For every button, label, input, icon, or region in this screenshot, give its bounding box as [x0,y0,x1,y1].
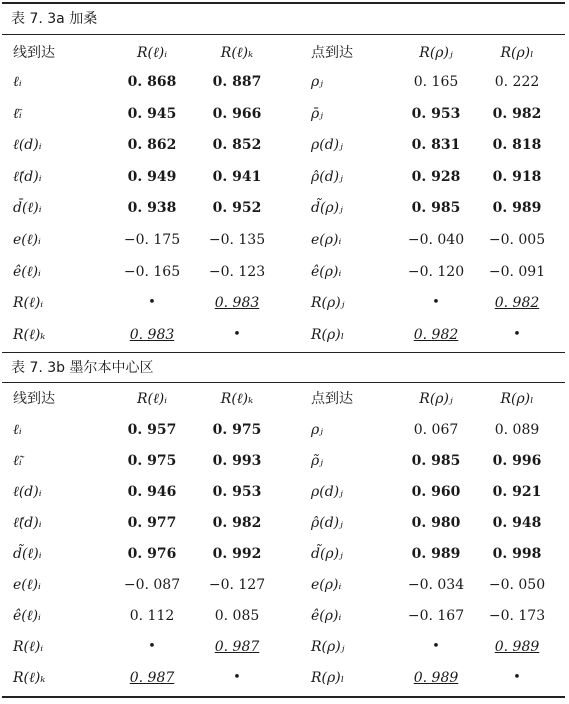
row-label-line: R(ℓ)ᵢ [13,639,44,655]
table-cell: 0. 945 [127,105,177,122]
table-cell: 0. 938 [127,200,177,217]
table-cell: 0. 983 [129,326,175,343]
table-row [0,539,569,569]
table-cell: 0. 222 [494,74,540,90]
table-row [0,130,569,160]
self-marker: • [233,670,241,685]
table-cell: −0. 165 [123,263,181,280]
table-cell: 0. 918 [492,168,542,185]
table-cell: −0. 173 [488,608,546,624]
table-cell: 0. 818 [492,137,542,154]
table-cell: 0. 985 [411,200,461,217]
table-cell: 0. 987 [129,670,175,686]
row-label-point: R(ρ)ₗ [311,326,345,343]
row-label-point: ê(ρ)ᵢ [311,263,342,280]
row-label-point: ρ̃ⱼ [311,453,323,469]
table-row [0,632,569,662]
table-cell: 0. 089 [494,422,540,438]
table-row [0,67,569,97]
table-cell: −0. 005 [488,232,546,248]
table-a-header-col2: R(ℓ)ₖ [220,45,254,61]
table-cell: 0. 982 [413,326,459,343]
table-cell: −0. 091 [488,263,546,280]
table-cell: 0. 953 [212,484,262,500]
table-a-header-row [0,38,569,68]
row-label-line: R(ℓ)ₖ [13,326,46,343]
row-label-line: ℓ̂(d)ᵢ [13,168,42,185]
row-label-line: ê(ℓ)ᵢ [13,608,41,624]
table-cell: 0. 957 [127,422,177,438]
self-marker: • [513,670,521,685]
table-a-caption: 表 7. 3a 加桑 [11,11,98,27]
row-label-point: ρⱼ [311,422,323,438]
row-label-line: ℓ̂(d)ᵢ [13,515,42,531]
table-cell: 0. 989 [492,200,542,217]
row-label-point: d̃(ρ)ⱼ [311,200,343,217]
table-a-header-col1: R(ℓ)ᵢ [136,45,168,61]
row-label-line: ℓᵢ [13,422,22,438]
table-cell: 0. 112 [129,608,175,624]
self-marker: • [432,639,440,654]
table-a-top-rule [2,2,565,4]
table-cell: 0. 992 [212,546,262,562]
table-cell: 0. 953 [411,105,461,122]
table-b-header-col1: R(ℓ)ᵢ [136,391,168,407]
table-b-header-col5: R(ρ)ₗ [500,391,534,407]
row-label-line: e(ℓ)ᵢ [13,232,41,248]
self-marker: • [233,326,241,342]
table-row [0,193,569,223]
table-cell: −0. 120 [407,263,465,280]
table-cell: 0. 982 [212,515,262,531]
row-label-line: d̄(ℓ)ᵢ [13,200,42,217]
row-label-point: d̃(ρ)ⱼ [311,546,343,562]
table-a-header-line-arrival: 线到达 [13,45,55,61]
table-cell: 0. 989 [413,670,459,686]
table-cell: 0. 067 [413,422,459,438]
table-cell: 0. 985 [411,453,461,469]
table-b-header-col4: R(ρ)ⱼ [419,391,453,407]
table-cell: 0. 952 [212,200,262,217]
row-label-point: e(ρ)ᵢ [311,232,342,248]
row-label-line: d̃(ℓ)ᵢ [13,546,42,562]
table-a-header-point-arrival: 点到达 [311,45,353,61]
table-cell: 0. 977 [127,515,177,531]
row-label-line: ℓᵢ [13,74,22,90]
table-b-caption-rule [2,382,565,383]
row-label-line: ℓ(d)ᵢ [13,137,42,154]
table-a-header-col4: R(ρ)ⱼ [419,45,453,61]
table-cell: −0. 050 [488,577,546,593]
table-b-header-line-arrival: 线到达 [13,391,55,407]
row-label-line: R(ℓ)ᵢ [13,295,44,312]
table-row [0,99,569,129]
table-cell: −0. 135 [208,232,266,248]
table-cell: 0. 982 [492,105,542,122]
table-cell: 0. 949 [127,168,177,185]
self-marker: • [148,295,156,311]
row-label-point: ê(ρ)ᵢ [311,608,342,624]
table-row [0,570,569,600]
table-cell: 0. 948 [492,515,542,531]
row-label-line: ℓ(d)ᵢ [13,484,42,500]
table-cell: 0. 941 [212,168,262,185]
table-cell: 0. 998 [492,546,542,562]
table-row [0,320,569,350]
table-row [0,508,569,538]
row-label-point: ρ(d)ⱼ [311,484,343,500]
table-cell: 0. 976 [127,546,177,562]
table-cell: −0. 175 [123,232,181,248]
row-label-point: ρ̄ⱼ [311,105,323,122]
self-marker: • [513,326,521,342]
row-label-line: e(ℓ)ᵢ [13,577,41,593]
table-row [0,162,569,192]
table-cell: 0. 996 [492,453,542,469]
table-cell: 0. 989 [411,546,461,562]
table-b-caption: 表 7. 3b 墨尔本中心区 [11,360,154,376]
table-row [0,446,569,476]
table-a-bottom-rule [2,352,565,353]
table-cell: 0. 980 [411,515,461,531]
row-label-point: ρ(d)ⱼ [311,137,343,154]
table-cell: 0. 975 [127,453,177,469]
row-label-point: R(ρ)ₗ [311,670,345,686]
table-row [0,415,569,445]
table-cell: 0. 983 [214,295,260,312]
table-cell: −0. 087 [123,577,181,593]
table-b-header-col2: R(ℓ)ₖ [220,391,254,407]
row-label-line: ê(ℓ)ᵢ [13,263,41,280]
table-cell: 0. 852 [212,137,262,154]
table-cell: 0. 085 [214,608,260,624]
row-label-line: ℓ̄ᵢ [13,105,22,122]
row-label-point: e(ρ)ᵢ [311,577,342,593]
table-a-caption-rule [2,34,565,35]
table-cell: 0. 921 [492,484,542,500]
table-b-header-row [0,384,569,414]
row-label-point: R(ρ)ⱼ [311,639,345,655]
table-cell: −0. 034 [407,577,465,593]
table-cell: 0. 993 [212,453,262,469]
table-row [0,225,569,255]
table-cell: 0. 862 [127,137,177,154]
table-cell: 0. 165 [413,74,459,90]
table-cell: 0. 975 [212,422,262,438]
table-row [0,257,569,287]
row-label-point: ρⱼ [311,74,323,90]
table-cell: 0. 928 [411,168,461,185]
row-label-line: ℓ̃ᵢ [13,453,22,469]
table-cell: 0. 966 [212,105,262,122]
table-cell: 0. 887 [212,74,262,90]
table-cell: 0. 987 [214,639,260,655]
table-cell: −0. 040 [407,232,465,248]
table-cell: 0. 960 [411,484,461,500]
self-marker: • [432,295,440,311]
table-row [0,601,569,631]
self-marker: • [148,639,156,654]
row-label-point: ρ̂(d)ⱼ [311,168,343,185]
table-cell: −0. 123 [208,263,266,280]
table-cell: 0. 982 [494,295,540,312]
table-cell: −0. 127 [208,577,266,593]
table-b-bottom-rule [2,696,565,698]
row-label-line: R(ℓ)ₖ [13,670,46,686]
row-label-point: R(ρ)ⱼ [311,295,345,312]
table-cell: 0. 831 [411,137,461,154]
table-row [0,288,569,318]
table-a-header-col5: R(ρ)ₗ [500,45,534,61]
table-b-header-point-arrival: 点到达 [311,391,353,407]
table-cell: 0. 946 [127,484,177,500]
table-cell: −0. 167 [407,608,465,624]
table-cell: 0. 868 [127,74,177,90]
table-cell: 0. 989 [494,639,540,655]
table-row [0,477,569,507]
row-label-point: ρ̂(d)ⱼ [311,515,343,531]
table-row [0,663,569,693]
